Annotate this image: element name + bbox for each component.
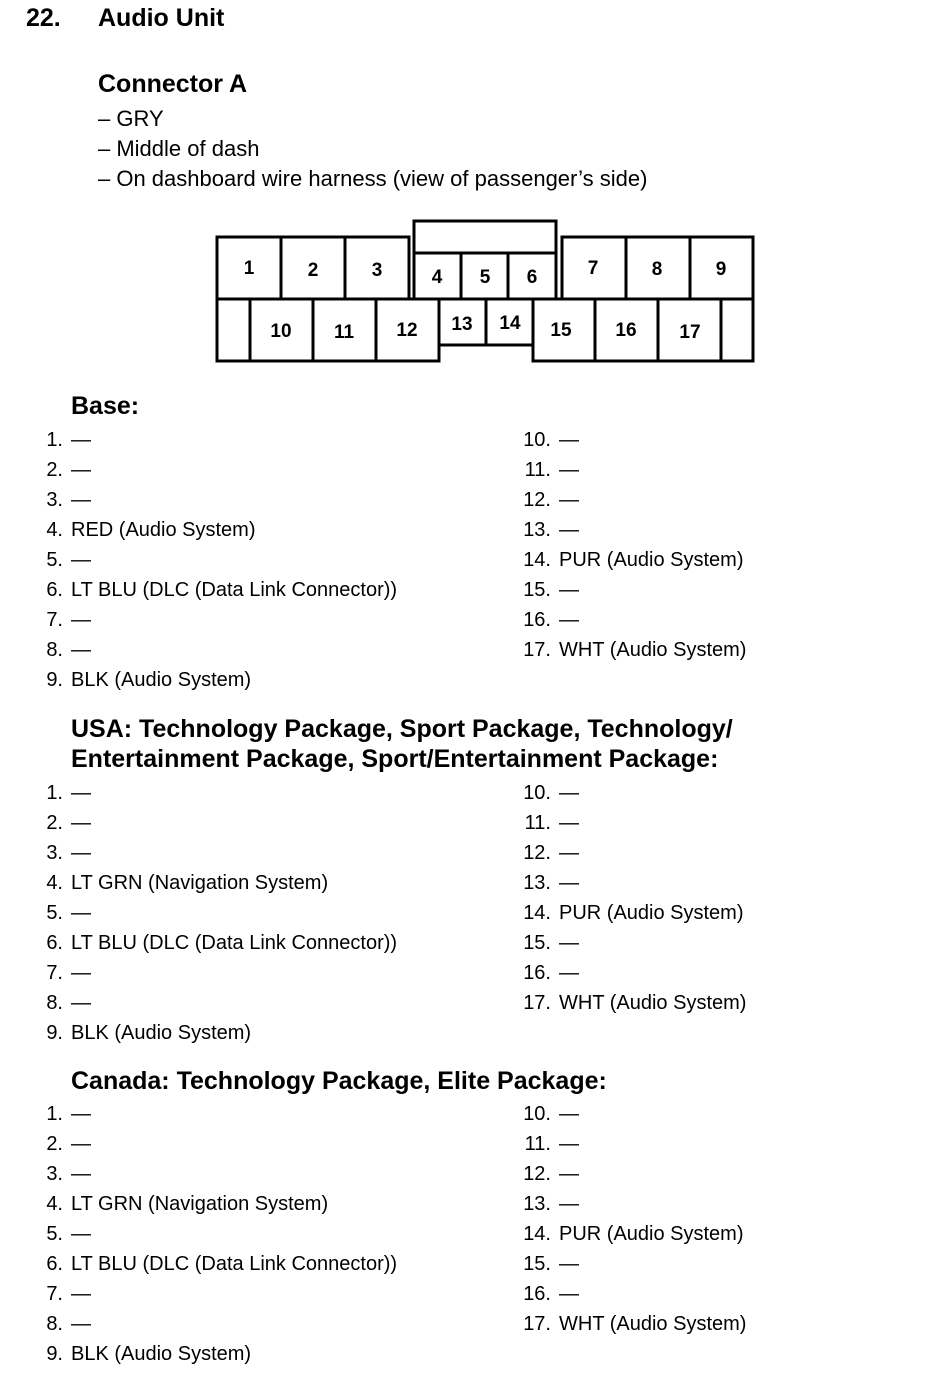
pin-number: 4. (46, 1193, 63, 1216)
pin-number: 15. (523, 1253, 551, 1276)
pin-wire: — (71, 842, 91, 865)
connector-key (414, 221, 556, 253)
pin-number: 11. (524, 812, 551, 835)
pin-label: 7 (587, 258, 599, 279)
pin-wire: — (71, 1283, 91, 1306)
pin-row (0, 635, 928, 665)
pin-label: 8 (651, 259, 663, 280)
pin-number: 16. (523, 962, 551, 985)
pin-number: 9. (46, 669, 63, 692)
base-pins-right (0, 425, 928, 665)
pin-number: 17. (523, 639, 551, 662)
pin-number: 12. (523, 1163, 551, 1186)
pin-wire: — (71, 902, 91, 925)
pin-row (0, 605, 928, 635)
pin-number: 14. (523, 549, 551, 572)
connector-harness: – On dashboard wire harness (view of passenger’s side) (98, 166, 648, 191)
section-title-canada: Canada: Technology Package, Elite Package: (71, 1067, 607, 1095)
pin-number: 11. (524, 459, 551, 482)
pin-row (0, 778, 928, 808)
pin-number: 3. (46, 842, 63, 865)
pin-number: 10. (523, 782, 551, 804)
pin-wire: WHT (Audio System) (559, 1313, 747, 1336)
section-title-base: Base: (71, 392, 140, 420)
pin-wire: — (71, 1223, 91, 1246)
pin-label: 5 (479, 267, 491, 288)
pin-number: 3. (46, 1163, 63, 1186)
pin-row (0, 1189, 928, 1219)
pin-row (0, 1219, 928, 1249)
pin-row (0, 1099, 928, 1129)
pin-number: 7. (46, 962, 63, 985)
pin-label: 9 (715, 259, 727, 280)
pin-number: 15. (523, 579, 551, 602)
pin-row (0, 575, 928, 605)
pin-label: 12 (396, 320, 418, 341)
pin-row (0, 1129, 928, 1159)
pin-row (0, 515, 928, 545)
pin-row (0, 665, 500, 695)
pin-wire: PUR (Audio System) (559, 1223, 744, 1246)
pin-number: 12. (523, 489, 551, 512)
pin-wire: BLK (Audio System) (71, 1022, 252, 1045)
pin-wire: WHT (Audio System) (559, 639, 747, 662)
pin-row (0, 1159, 928, 1189)
pin-wire: LT BLU (DLC (Data Link Connector)) (71, 932, 398, 955)
pin-wire: — (559, 1253, 579, 1276)
pin-wire: WHT (Audio System) (559, 992, 747, 1015)
pin-number: 2. (46, 812, 63, 835)
connector-location: – Middle of dash (98, 136, 260, 161)
connector-color: – GRY (98, 106, 164, 131)
section-title-usa (71, 714, 733, 774)
pin-label: 13 (451, 314, 473, 335)
section-title-line: Entertainment Package, Sport/Entertainment Package: (71, 745, 719, 773)
pin-number: 3. (46, 489, 63, 512)
pin-number: 13. (523, 872, 551, 895)
pin-wire: — (71, 962, 91, 985)
pin-wire: — (559, 782, 579, 804)
pin-wire: BLK (Audio System) (71, 1343, 252, 1366)
connector-diagram (0, 0, 928, 380)
pin-number: 5. (46, 1223, 63, 1246)
pin-wire: — (559, 429, 579, 451)
pin-number: 16. (523, 609, 551, 632)
pin-number: 1. (46, 782, 63, 804)
pin-number: 17. (523, 1313, 551, 1336)
pin-wire: — (559, 519, 579, 542)
pin-wire: — (559, 962, 579, 985)
pin-number: 17. (523, 992, 551, 1015)
pin-wire: BLK (Audio System) (71, 669, 252, 692)
pin-wire: — (559, 932, 579, 955)
pin-wire: — (559, 1283, 579, 1306)
pin-wire: — (71, 1103, 91, 1125)
pin-wire: — (71, 609, 91, 632)
pin-number: 7. (46, 609, 63, 632)
section-number: 22. (26, 4, 61, 32)
pin-label: 15 (550, 320, 572, 341)
pin-number: 4. (46, 872, 63, 895)
pin-row (0, 455, 928, 485)
page-title: Audio Unit (98, 4, 225, 32)
pin-wire: — (71, 459, 91, 482)
pin-wire: — (559, 1103, 579, 1125)
pin-wire: — (71, 782, 91, 804)
pin-wire: — (71, 1313, 91, 1336)
usa-pins-right (0, 778, 928, 1018)
spacer-right (721, 299, 753, 361)
pin-label: 16 (615, 320, 637, 341)
pin-wire: — (71, 1163, 91, 1186)
pin-label: 17 (679, 322, 701, 343)
pin-number: 1. (46, 1103, 63, 1125)
pin-number: 9. (46, 1022, 63, 1045)
pin-number: 6. (46, 1253, 63, 1276)
pin-wire: LT BLU (DLC (Data Link Connector)) (71, 579, 398, 602)
pin-wire: PUR (Audio System) (559, 902, 744, 925)
pin-number: 11. (524, 1133, 551, 1156)
pin-row (0, 808, 928, 838)
pin-row (0, 1309, 928, 1339)
pin-label: 2 (307, 260, 319, 281)
pin-number: 1. (46, 429, 63, 451)
pin-wire: — (71, 812, 91, 835)
pin-wire: — (559, 459, 579, 482)
pin-row (0, 1339, 500, 1369)
pin-row (0, 868, 928, 898)
pin-row (0, 1018, 500, 1048)
pin-wire: — (71, 549, 91, 572)
pin-wire: RED (Audio System) (71, 519, 256, 542)
pin-number: 10. (523, 1103, 551, 1125)
pin-row (0, 485, 928, 515)
pin-row (0, 545, 928, 575)
pin-number: 5. (46, 902, 63, 925)
pin-number: 14. (523, 902, 551, 925)
pin-label: 11 (333, 322, 355, 343)
pin-number: 14. (523, 1223, 551, 1246)
pin-row (0, 838, 928, 868)
pin-number: 8. (46, 1313, 63, 1336)
pin-row (0, 958, 928, 988)
pin-wire: — (71, 992, 91, 1015)
pin-number: 2. (46, 1133, 63, 1156)
pin-wire: — (71, 1133, 91, 1156)
connector-title: Connector A (98, 70, 248, 98)
pin-row (0, 988, 928, 1018)
pin-row (0, 898, 928, 928)
pin-wire: LT BLU (DLC (Data Link Connector)) (71, 1253, 398, 1276)
pin-number: 13. (523, 1193, 551, 1216)
pin-wire: — (559, 872, 579, 895)
pin-wire: — (71, 429, 91, 451)
pin-wire: — (71, 489, 91, 512)
pin-label: 4 (431, 267, 443, 288)
spacer-left (217, 299, 250, 361)
pin-row (0, 425, 928, 455)
pin-wire: LT GRN (Navigation System) (71, 872, 329, 895)
pin-number: 5. (46, 549, 63, 572)
pin-number: 7. (46, 1283, 63, 1306)
pin-label: 6 (526, 267, 538, 288)
pin-label: 14 (499, 313, 521, 334)
pin-wire: — (559, 842, 579, 865)
pin-number: 15. (523, 932, 551, 955)
pin-label: 1 (243, 258, 255, 279)
canada-pins-right (0, 1099, 928, 1339)
pin-wire: — (559, 812, 579, 835)
pin-row (0, 928, 928, 958)
section-title-line: USA: Technology Package, Sport Package, Technology/ (71, 715, 733, 743)
pin-number: 16. (523, 1283, 551, 1306)
pin-number: 10. (523, 429, 551, 451)
pin-number: 6. (46, 579, 63, 602)
pin-number: 8. (46, 639, 63, 662)
pin-wire: PUR (Audio System) (559, 549, 744, 572)
pin-wire: — (559, 579, 579, 602)
pin-label: 3 (371, 260, 383, 281)
pin-row (0, 1249, 928, 1279)
pin-number: 12. (523, 842, 551, 865)
pin-wire: — (559, 609, 579, 632)
pin-wire: — (559, 1193, 579, 1216)
pin-wire: — (71, 639, 91, 662)
pin-number: 13. (523, 519, 551, 542)
pin-number: 8. (46, 992, 63, 1015)
pin-number: 4. (46, 519, 63, 542)
pin-number: 9. (46, 1343, 63, 1366)
pin-wire: LT GRN (Navigation System) (71, 1193, 329, 1216)
pin-label: 10 (270, 321, 292, 342)
pin-wire: — (559, 489, 579, 512)
pin-number: 2. (46, 459, 63, 482)
pin-row (0, 1279, 928, 1309)
pin-wire: — (559, 1133, 579, 1156)
pin-number: 6. (46, 932, 63, 955)
pin-wire: — (559, 1163, 579, 1186)
